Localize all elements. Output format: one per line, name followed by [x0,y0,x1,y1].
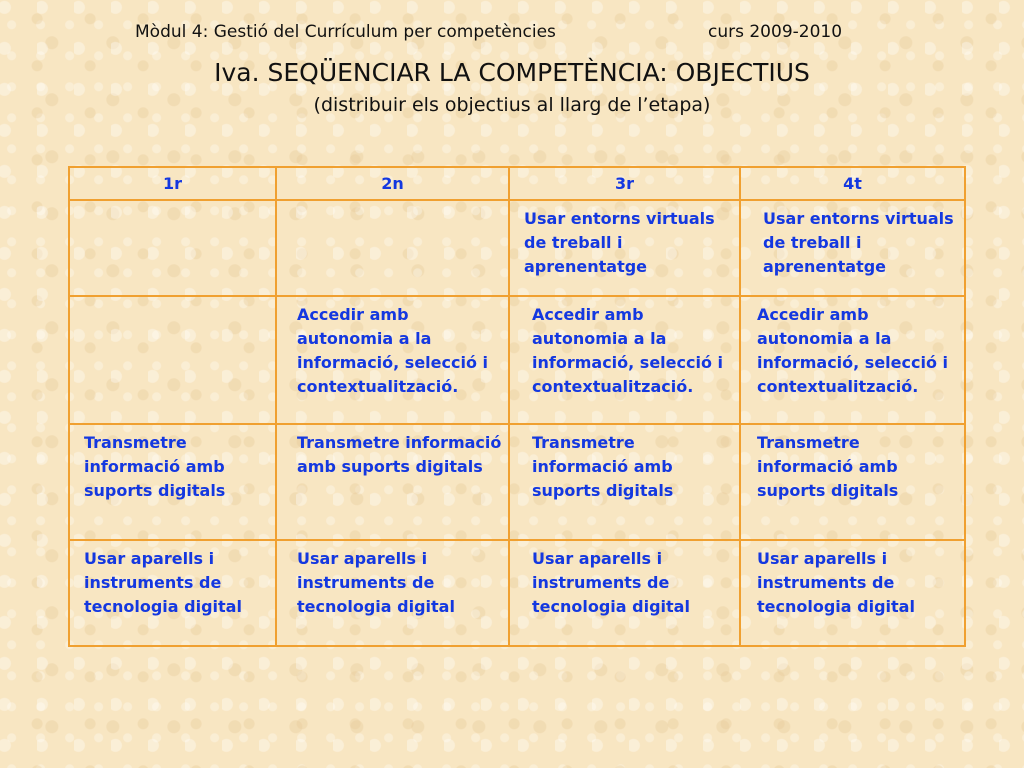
table-cell [276,200,509,296]
table-row [69,424,965,540]
column-header-4t: 4t [740,167,965,200]
table-cell: Usar aparells i instruments de tecnologia digital [276,540,509,646]
table-cell: Usar aparells i instruments de tecnologia digital [740,540,965,646]
column-header-2n: 2n [276,167,509,200]
table-row [69,540,965,646]
page-subtitle: (distribuir els objectius al llarg de l’etapa) [313,94,711,116]
column-header-1r: 1r [69,167,276,200]
table-cell: Usar entorns virtuals de treball i aprenentatge [509,200,740,296]
table-cell [69,200,276,296]
table-cell: Accedir amb autonomia a la informació, selecció i contextualització. [740,296,965,424]
page-title: Iva. SEQÜENCIAR LA COMPETÈNCIA: OBJECTIUS [214,58,810,87]
table-cell: Transmetre informació amb suports digitals [69,424,276,540]
table-cell: Transmetre informació amb suports digitals [740,424,965,540]
table-cell [69,296,276,424]
table-row [69,296,965,424]
table-row [69,200,965,296]
table-cell: Accedir amb autonomia a la informació, selecció i contextualització. [509,296,740,424]
objectives-table [68,166,966,647]
table-header-row [69,167,965,200]
table-cell: Transmetre informació amb suports digitals [509,424,740,540]
table-cell: Usar aparells i instruments de tecnologia digital [509,540,740,646]
table-cell: Accedir amb autonomia a la informació, selecció i contextualització. [276,296,509,424]
table-cell: Usar entorns virtuals de treball i aprenentatge [740,200,965,296]
table-cell: Transmetre informació amb suports digitals [276,424,509,540]
table-cell: Usar aparells i instruments de tecnologia digital [69,540,276,646]
course-year: curs 2009-2010 [708,22,843,42]
column-header-3r: 3r [509,167,740,200]
module-title: Mòdul 4: Gestió del Currículum per competències [135,22,556,42]
header-line [0,22,1024,48]
